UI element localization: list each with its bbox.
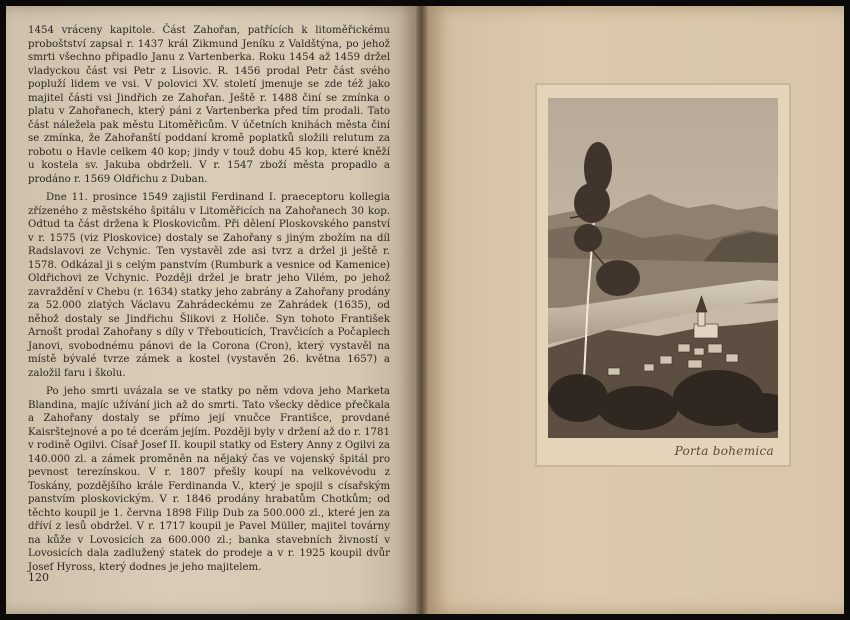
book-gutter	[416, 6, 428, 614]
photo-caption: Porta bohemica	[674, 444, 774, 458]
right-page	[428, 6, 844, 614]
landscape-photo	[548, 98, 778, 438]
porta-bohemica-photo-illustration	[548, 98, 778, 438]
page-number: 120	[28, 571, 49, 584]
left-page	[6, 6, 416, 614]
paragraph: Po jeho smrti uvázala se ve statky po něm vdova jeho Marketa Blandina, majíc užívání jich až do smrti. Tato všecky dědice přečkala a Zahořany dostaly se přímo její vnučce Františce, provdané Kaisrštejnové a po té dcerám jejím. Později byly v držení až do r. 1781 v rodině Ogilvi. Císař Josef II. koupil statky od Estery Anny z Ogilvi za 140.000 zl. a zámek proměněn na nějaký čas ve vojenský špitál pro pevnost terezínskou. V r. 1807 přešly koupí na velkovévodu z Toskány, pozdějšího krále Ferdinanda V., který je spojil s císařským panstvím ploskovickým. V r. 1846 prodány hrabatům Chotkům; od těchto koupil je 1. června 1898 Filip Dub za 500.000 zl., které jen za dříví z lesů obdržel. V r. 1717 koupil je Pavel Müller, majitel továrny na kůže v Lovosicích za 600.000 zl.; banka stavebních živností v Lovosicích dala zadlužený statek do prodeje a v r. 1925 koupil dvůr Josef Hyross, který dodnes je jeho majitelem.	[28, 386, 390, 573]
text-block	[28, 24, 390, 579]
paragraph: 1454 vráceny kapitole. Část Zahořan, patřících k litoměřickému proboštství zapsal r. 1437 král Zikmund Jeníku z Valdštýna, po jehož smrti všechno připadlo Janu z Vartenberka. Roku 1454 až 1459 držel vladyckou část vsi Petr z Lisovic. R. 1456 prodal Petr část svého popluží lidem ve vsi. V polovici XV. století jmenuje se zde též jako majitel části vsi Jindřich ze Zahořan. Ještě r. 1488 činí se zmínka o platu v Zahořanech, který páni z Vartenberka před tím prodali. Tato část náležela pak městu Litoměřicům. V účetních knihách města činí se zmínka, že Zahořanští poddaní kromě poplatků složili relutum za robotu o Havle celkem 40 kop; jindy v touž dobu 45 kop, které kněží u kostela sv. Jakuba obdrželi. V r. 1547 zboží města propadlo a prodáno r. 1569 Oldřichu z Duban.	[28, 25, 390, 185]
photo-plate	[536, 84, 790, 466]
paragraph: Dne 11. prosince 1549 zajistil Ferdinand I. praeceptoru kollegia zřízeného z městského špitálu v Litoměřicích na Zahořanech 30 kop. Odtud ta část držena k Ploskovicům. Při dělení Ploskovského panství v r. 1575 (viz Ploskovice) dostaly se Zahořany s jiným zbožím na díl Radslavovi ze Vchynic. Ten vystavěl zde asi tvrz a držel ji ještě r. 1578. Odkázal ji s celým panstvím (Rumburk a vesnice od Kamenice) Oldřichovi ze Vchynic. Později držel je bratr jeho Vilém, po jehož zavraždění v Chebu (r. 1634) statky jeho zabrány a Zahořany prodány za 52.000 zlatých Václavu Zahrádeckému ze Zahrádek (1635), od něhož dostaly se Jindřichu Šlikovi z Holiče. Syn tohoto František Arnošt prodal Zahořany s díly v Třebouticích, Travčicích a Počaplech Janovi, svobodnému pánovi de la Corona (Cron), který vystavěl na místě bývalé tvrze zámek a kostel (vystavěn 26. května 1657) a založil faru i školu.	[28, 192, 390, 379]
